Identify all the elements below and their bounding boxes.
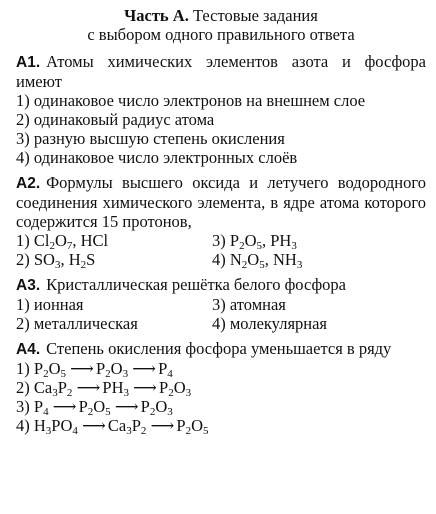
- answer-option-4: 4) одинаковое число электронных слоёв: [16, 148, 298, 167]
- question-number: А3.: [16, 277, 41, 294]
- answer-option-2: 2) $SO_3$, $H_2S$: [16, 250, 96, 271]
- arrow-icon: ⟶: [114, 397, 137, 416]
- answer-option-1: 1) одинаковое число электронов на внешнем слое: [16, 91, 366, 110]
- header-subtitle: с выбором одного правильного ответа: [87, 25, 355, 44]
- arrow-icon: ⟶: [150, 416, 173, 435]
- answer-option-3: 3) разную высшую степень окисления: [16, 129, 285, 148]
- question-text: Степень окисления фосфора уменьшается в ряду: [46, 339, 392, 358]
- question-text: Формулы высшего оксида и летучего водородного соединения химического элемента, в ядре атома которого содержится 15 протонов,: [16, 173, 426, 231]
- section-header: [16, 6, 426, 44]
- arrow-icon: ⟶: [132, 359, 154, 378]
- question-text: Кристаллическая решётка белого фосфора: [46, 275, 347, 294]
- answer-option-3: 3) $P_2O_5$, $PH_3$: [212, 231, 297, 252]
- answer-option-2: 2) металлическая: [16, 314, 138, 333]
- answer-option-2: 2) одинаковый радиус атома: [16, 110, 215, 129]
- answer-option-1: 1) $Cl_2O_7$, HCl: [16, 231, 109, 252]
- arrow-icon: ⟶: [133, 378, 155, 397]
- answer-option-1: 1) $P_2O_5$ ⟶ $P_2O_3$ ⟶ $P_4$: [16, 359, 173, 380]
- answer-option-3: 3) атомная: [212, 295, 286, 314]
- answer-option-4: 4) молекулярная: [212, 314, 328, 333]
- answer-option-4: 4) $N_2O_5$, $NH_3$: [212, 250, 303, 271]
- answer-option-2: 2) $Ca_3P_2$ ⟶ $PH_3$ ⟶ $P_2O_3$: [16, 378, 192, 399]
- answer-option-1: 1) ионная: [16, 295, 84, 314]
- answer-option-4: 4) $H_3PO_4$ ⟶ $Ca_3P_2$ ⟶ $P_2O_5$: [16, 416, 209, 437]
- header-title: Тестовые задания: [192, 6, 318, 25]
- part-label: Часть А.: [124, 6, 189, 25]
- question-a3: [16, 275, 426, 333]
- question-number: А2.: [16, 175, 41, 192]
- question-a1: [16, 52, 426, 167]
- arrow-icon: ⟶: [52, 397, 75, 416]
- question-a4: [16, 339, 426, 435]
- arrow-icon: ⟶: [82, 416, 104, 435]
- arrow-icon: ⟶: [70, 359, 92, 378]
- question-text: Атомы химических элементов азота и фосфора имеют: [16, 52, 426, 91]
- question-number: А1.: [16, 54, 41, 71]
- question-number: А4.: [16, 341, 41, 358]
- arrow-icon: ⟶: [76, 378, 99, 397]
- answer-option-3: 3) $P_4$ ⟶ $P_2O_5$ ⟶ $P_2O_3$: [16, 397, 173, 418]
- question-a2: [16, 173, 426, 269]
